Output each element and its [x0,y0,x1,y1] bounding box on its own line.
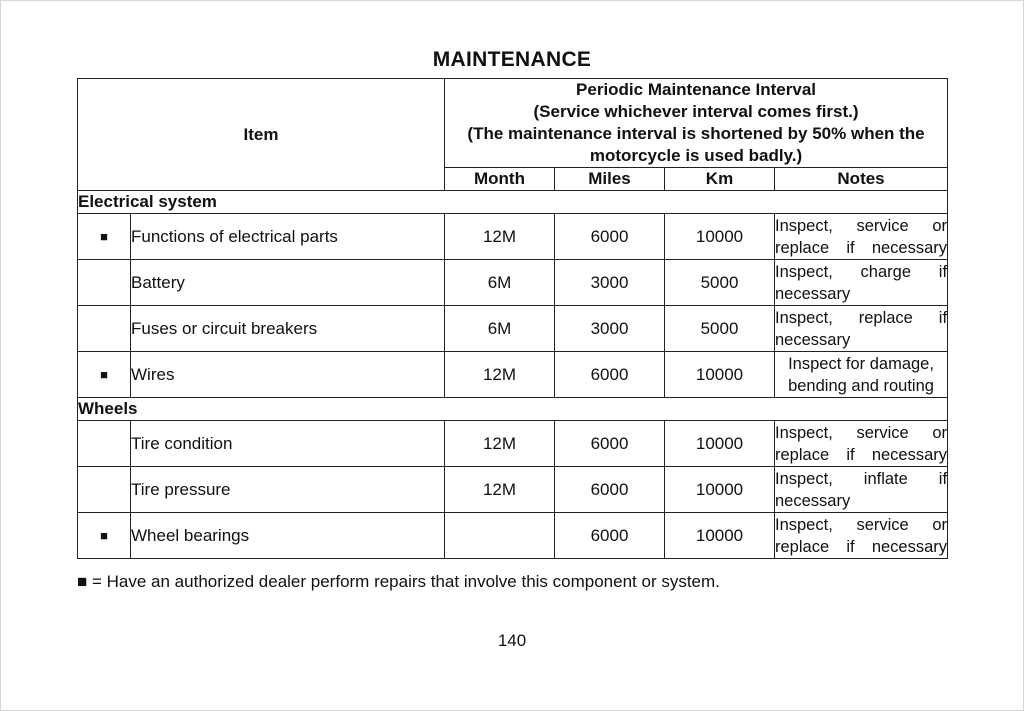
notes-line: replace if necessary [775,445,948,464]
month-value: 12M [445,214,555,260]
interval-header-line: Periodic Maintenance Interval [576,80,816,99]
month-value [445,513,555,559]
table-row [78,421,948,467]
miles-value: 6000 [555,352,665,398]
notes-cell [775,214,948,260]
dealer-mark [78,260,131,306]
table-row [78,467,948,513]
item-name: Functions of electrical parts [131,214,445,260]
km-value: 5000 [665,306,775,352]
miles-value: 3000 [555,260,665,306]
section-row-electrical [78,191,948,214]
notes-line: necessary [775,491,851,510]
notes-cell [775,513,948,559]
notes-line: necessary [775,330,851,349]
notes-cell [775,352,948,398]
page-number: 140 [497,631,527,650]
month-value: 12M [445,421,555,467]
column-header-km: Km [665,168,775,191]
item-name: Wheel bearings [131,513,445,559]
dealer-mark: ■ [78,352,131,398]
dealer-mark [78,467,131,513]
interval-header-line: motorcycle is used badly.) [589,146,803,165]
notes-line: replace if necessary [775,238,948,257]
miles-value: 6000 [555,513,665,559]
column-header-notes: Notes [775,168,948,191]
notes-line: Inspect, service or [775,216,948,235]
dealer-mark: ■ [78,513,131,559]
notes-line: Inspect, inflate if [775,469,948,488]
miles-value: 6000 [555,214,665,260]
km-value: 10000 [665,214,775,260]
table-row [78,260,948,306]
footnote: ■ = Have an authorized dealer perform repairs that involve this component or system. [77,572,720,591]
table-row [78,214,948,260]
km-value: 10000 [665,513,775,559]
page-title: MAINTENANCE [432,48,592,71]
interval-header-line: (The maintenance interval is shortened by 50% when the [467,124,925,143]
km-value: 5000 [665,260,775,306]
month-value: 12M [445,352,555,398]
km-value: 10000 [665,467,775,513]
maintenance-table [77,78,948,559]
header-row-top [78,79,948,168]
item-name: Tire pressure [131,467,445,513]
item-name: Wires [131,352,445,398]
item-name: Fuses or circuit breakers [131,306,445,352]
notes-line: necessary [775,284,851,303]
notes-line: Inspect for damage, [788,354,934,373]
dealer-mark [78,306,131,352]
month-value: 6M [445,260,555,306]
km-value: 10000 [665,421,775,467]
table-row [78,306,948,352]
notes-line: Inspect, replace if [775,308,948,327]
column-header-month: Month [445,168,555,191]
km-value: 10000 [665,352,775,398]
table-row [78,352,948,398]
notes-line: Inspect, charge if [775,262,948,281]
notes-cell [775,306,948,352]
notes-line: replace if necessary [775,537,948,556]
item-header: Item [78,79,445,191]
notes-line: Inspect, service or [775,515,948,534]
notes-cell [775,260,948,306]
column-header-miles: Miles [555,168,665,191]
miles-value: 3000 [555,306,665,352]
interval-header-line: (Service whichever interval comes first.) [533,102,859,121]
notes-cell [775,467,948,513]
miles-value: 6000 [555,467,665,513]
dealer-mark: ■ [78,214,131,260]
month-value: 6M [445,306,555,352]
item-name: Tire condition [131,421,445,467]
month-value: 12M [445,467,555,513]
item-name: Battery [131,260,445,306]
dealer-mark [78,421,131,467]
notes-cell [775,421,948,467]
section-title: Electrical system [78,191,948,214]
section-title: Wheels [78,398,948,421]
table-row [78,513,948,559]
notes-line: bending and routing [788,376,934,395]
notes-line: Inspect, service or [775,423,948,442]
interval-header [445,79,948,168]
miles-value: 6000 [555,421,665,467]
section-row-wheels [78,398,948,421]
